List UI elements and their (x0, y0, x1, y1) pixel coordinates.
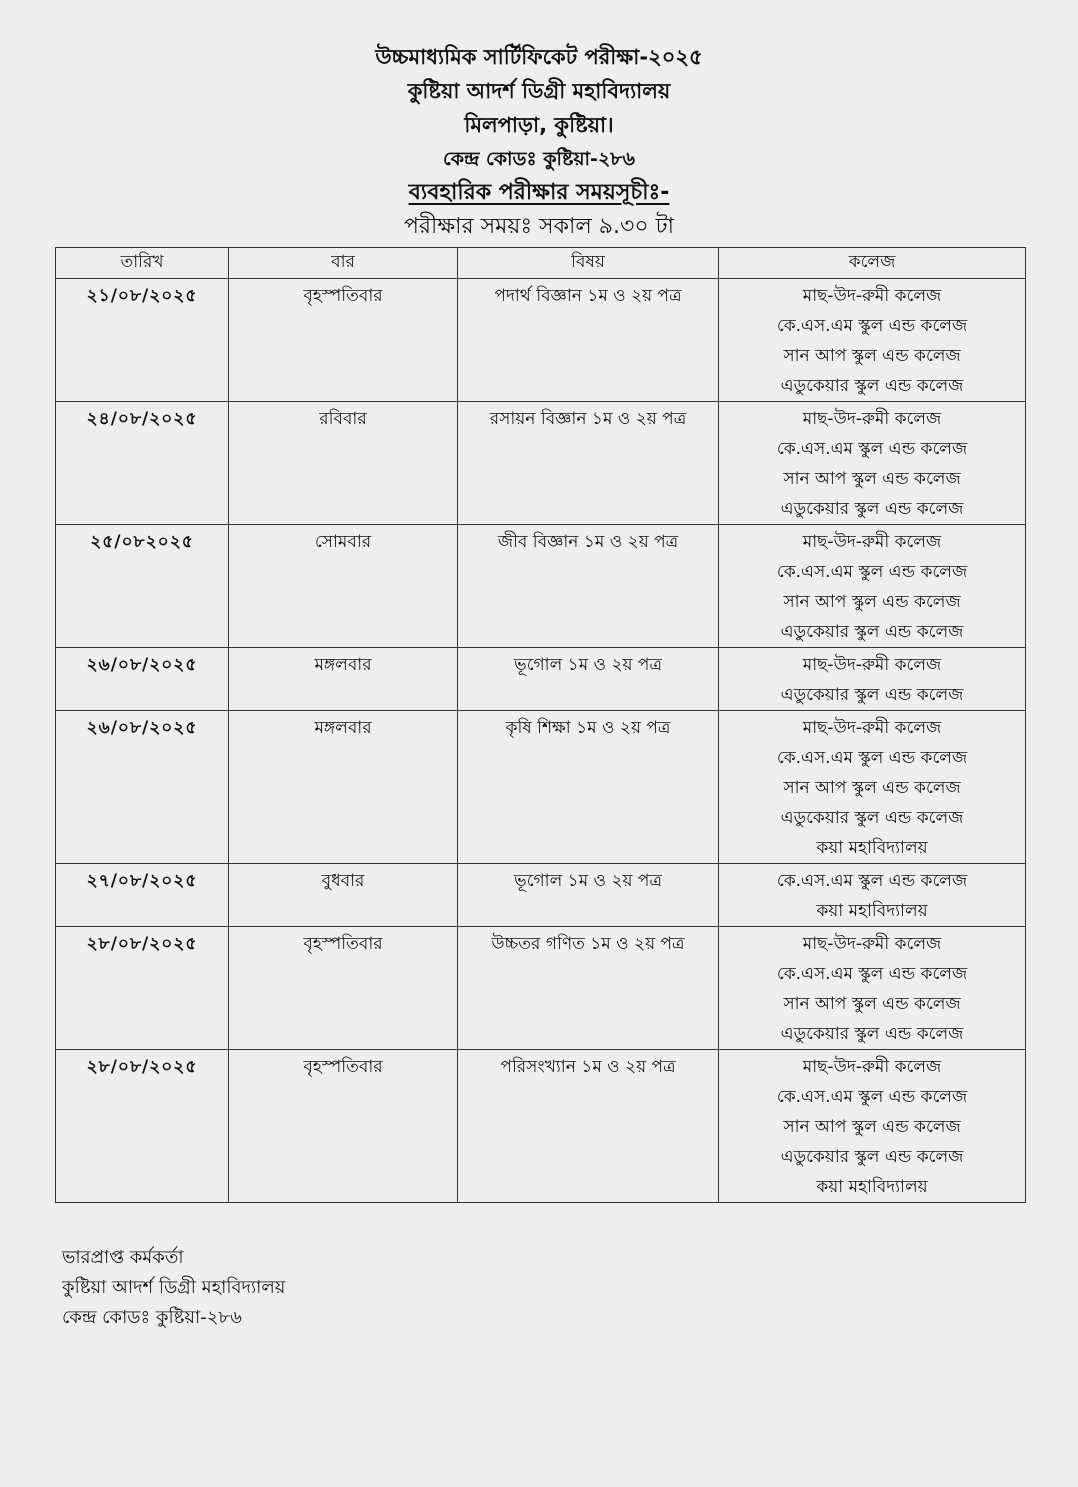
date-cell-text: ২৬/০৮/২০২৫ (86, 718, 198, 738)
college-name: এডুকেয়ার স্কুল এন্ড কলেজ (780, 685, 964, 705)
date-cell-text: ২৭/০৮/২০২৫ (86, 871, 198, 891)
subject-cell-text: রসায়ন বিজ্ঞান ১ম ও ২য় পত্র (489, 409, 687, 429)
day-cell-text: মঙ্গলবার (314, 718, 372, 738)
day-cell (229, 1050, 458, 1203)
college-name: কয়া মহাবিদ্যালয় (816, 901, 928, 921)
college-name: মাছ-উদ-রুমী কলেজ (802, 409, 942, 429)
college-cell (719, 279, 1026, 402)
day-cell-text: বুধবার (321, 871, 365, 891)
exam-time: পরীক্ষার সময়ঃ সকাল ৯.৩০ টা (404, 214, 674, 239)
college-name: মাছ-উদ-রুমী কলেজ (802, 532, 942, 552)
subject-cell-text: উচ্চতর গণিত ১ম ও ২য় পত্র (491, 934, 685, 954)
date-cell-text: ২৮/০৮/২০২৫ (86, 934, 198, 954)
college-name: কে.এস.এম স্কুল এন্ড কলেজ (776, 964, 968, 984)
college-name: সান আপ স্কুল এন্ড কলেজ (783, 778, 961, 798)
subject-cell-text: পদার্থ বিজ্ঞান ১ম ও ২য় পত্র (494, 286, 682, 306)
subject-cell-text: পরিসংখ্যান ১ম ও ২য় পত্র (500, 1057, 676, 1077)
college-cell (719, 864, 1026, 927)
college-name: মাছ-উদ-রুমী কলেজ (802, 718, 942, 738)
date-cell (56, 525, 229, 648)
date-cell (56, 927, 229, 1050)
day-cell (229, 927, 458, 1050)
day-cell (229, 402, 458, 525)
college-name: সান আপ স্কুল এন্ড কলেজ (783, 469, 961, 489)
table-row (56, 402, 1026, 525)
table-row (56, 279, 1026, 402)
table-header-row (56, 248, 1026, 279)
date-cell-text: ২৪/০৮/২০২৫ (86, 409, 198, 429)
college-name: সান আপ স্কুল এন্ড কলেজ (783, 346, 961, 366)
college-name: সান আপ স্কুল এন্ড কলেজ (783, 994, 961, 1014)
college-name: এডুকেয়ার স্কুল এন্ড কলেজ (780, 808, 964, 828)
table-row (56, 864, 1026, 927)
schedule-table (55, 247, 1026, 1203)
college-name: সান আপ স্কুল এন্ড কলেজ (783, 592, 961, 612)
college-name: মাছ-উদ-রুমী কলেজ (802, 655, 942, 675)
college-cell (719, 1050, 1026, 1203)
subject-cell-text: ভূগোল ১ম ও ২য় পত্র (514, 655, 662, 675)
header-day: বার (229, 248, 458, 279)
subject-cell-text: ভূগোল ১ম ও ২য় পত্র (514, 871, 662, 891)
college-name: কে.এস.এম স্কুল এন্ড কলেজ (776, 316, 968, 336)
footer-institution: কুষ্টিয়া আদর্শ ডিগ্রী মহাবিদ্যালয় (62, 1277, 286, 1298)
college-name: মাছ-উদ-রুমী কলেজ (802, 1057, 942, 1077)
college-name: কে.এস.এম স্কুল এন্ড কলেজ (776, 748, 968, 768)
college-cell (719, 711, 1026, 864)
officer-title: ভারপ্রাপ্ত কর্মকর্তা (62, 1247, 184, 1268)
college-cell (719, 927, 1026, 1050)
college-name: এডুকেয়ার স্কুল এন্ড কলেজ (780, 622, 964, 642)
day-cell-text: বৃহস্পতিবার (303, 934, 383, 954)
date-cell (56, 1050, 229, 1203)
header-subject: বিষয় (458, 248, 719, 279)
college-cell (719, 648, 1026, 711)
college-cell (719, 402, 1026, 525)
center-code: কেন্দ্র কোডঃ কুষ্টিয়া-২৮৬ (443, 148, 635, 170)
footer-center-code: কেন্দ্র কোডঃ কুষ্টিয়া-২৮৬ (62, 1307, 242, 1328)
exam-title: উচ্চমাধ্যমিক সার্টিফিকেট পরীক্ষা-২০২৫ (375, 45, 703, 69)
table-row (56, 1050, 1026, 1203)
date-cell-text: ২১/০৮/২০২৫ (86, 286, 198, 306)
college-name: মাছ-উদ-রুমী কলেজ (802, 934, 942, 954)
document-header (0, 40, 1078, 244)
college-name: কে.এস.এম স্কুল এন্ড কলেজ (776, 871, 968, 891)
college-name: মাছ-উদ-রুমী কলেজ (802, 286, 942, 306)
college-name: সান আপ স্কুল এন্ড কলেজ (783, 1117, 961, 1137)
day-cell (229, 525, 458, 648)
date-cell (56, 864, 229, 927)
day-cell-text: বৃহস্পতিবার (303, 286, 383, 306)
date-cell (56, 402, 229, 525)
subject-cell-text: কৃষি শিক্ষা ১ম ও ২য় পত্র (505, 718, 671, 738)
day-cell-text: রবিবার (319, 409, 367, 429)
college-name: কে.এস.এম স্কুল এন্ড কলেজ (776, 1087, 968, 1107)
date-cell-text: ২৬/০৮/২০২৫ (86, 655, 198, 675)
header-college: কলেজ (719, 248, 1026, 279)
institution-name: কুষ্টিয়া আদর্শ ডিগ্রী মহাবিদ্যালয় (407, 79, 671, 103)
college-name: কে.এস.এম স্কুল এন্ড কলেজ (776, 562, 968, 582)
table-row (56, 927, 1026, 1050)
college-name: কয়া মহাবিদ্যালয় (816, 838, 928, 858)
subject-cell (458, 648, 719, 711)
table-row (56, 525, 1026, 648)
table-row (56, 711, 1026, 864)
college-name: এডুকেয়ার স্কুল এন্ড কলেজ (780, 1024, 964, 1044)
day-cell-text: বৃহস্পতিবার (303, 1057, 383, 1077)
college-cell (719, 525, 1026, 648)
subject-cell (458, 864, 719, 927)
college-name: এডুকেয়ার স্কুল এন্ড কলেজ (780, 376, 964, 396)
header-date: তারিখ (56, 248, 229, 279)
college-name: এডুকেয়ার স্কুল এন্ড কলেজ (780, 499, 964, 519)
day-cell (229, 279, 458, 402)
table-body (56, 279, 1026, 1203)
subject-cell (458, 525, 719, 648)
day-cell (229, 864, 458, 927)
signature-block (62, 1243, 285, 1333)
college-name: এডুকেয়ার স্কুল এন্ড কলেজ (780, 1147, 964, 1167)
date-cell-text: ২৫/০৮২০২৫ (90, 532, 194, 552)
institution-address: মিলপাড়া, কুষ্টিয়া। (464, 113, 614, 137)
subject-cell (458, 927, 719, 1050)
date-cell (56, 279, 229, 402)
subject-cell-text: জীব বিজ্ঞান ১ম ও ২য় পত্র (497, 532, 679, 552)
subject-cell (458, 711, 719, 864)
college-name: কয়া মহাবিদ্যালয় (816, 1177, 928, 1197)
date-cell-text: ২৮/০৮/২০২৫ (86, 1057, 198, 1077)
day-cell (229, 711, 458, 864)
table-row (56, 648, 1026, 711)
day-cell-text: সোমবার (314, 532, 372, 552)
date-cell (56, 711, 229, 864)
subject-cell (458, 402, 719, 525)
subject-cell (458, 1050, 719, 1203)
schedule-heading: ব্যবহারিক পরীক্ষার সময়সূচীঃ- (408, 180, 670, 205)
subject-cell (458, 279, 719, 402)
college-name: কে.এস.এম স্কুল এন্ড কলেজ (776, 439, 968, 459)
date-cell (56, 648, 229, 711)
day-cell (229, 648, 458, 711)
day-cell-text: মঙ্গলবার (314, 655, 372, 675)
